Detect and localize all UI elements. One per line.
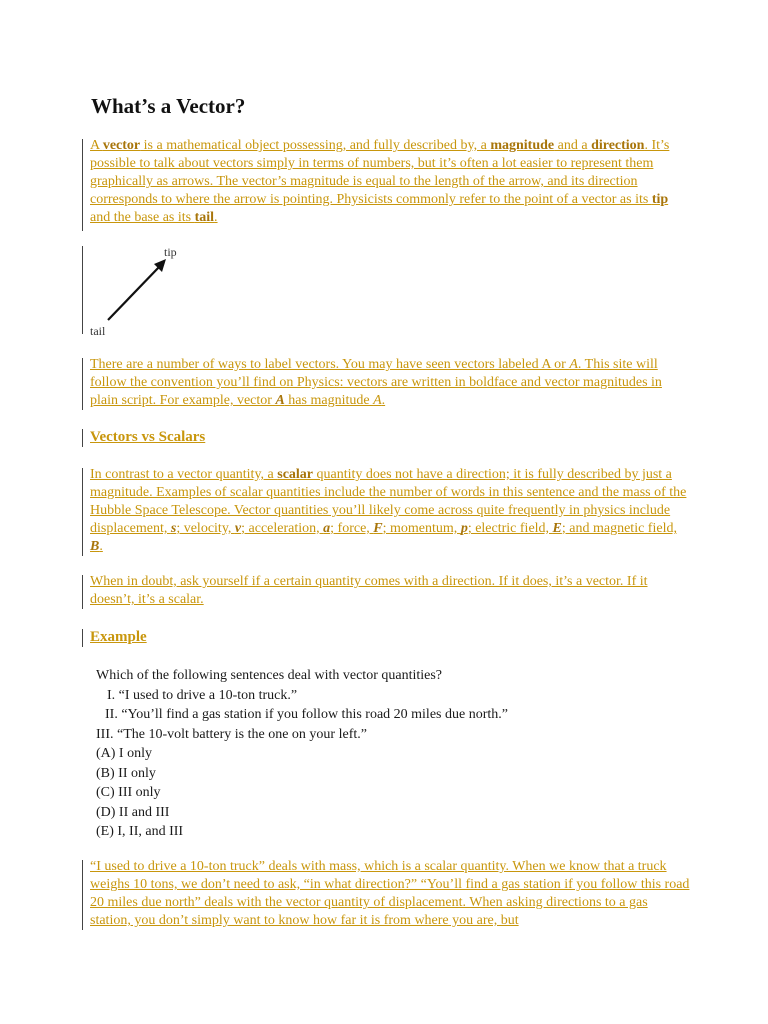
- answer-choice: (E) I, II, and III: [96, 824, 184, 839]
- change-bar: [82, 429, 83, 447]
- change-bar: [82, 575, 83, 609]
- answer-choice: (D) II and III: [96, 804, 170, 820]
- scalars-paragraph: In contrast to a vector quantity, a scalar quantity does not have a direction; it is fully described by just a magnitude. Examples of scalar quantities include the number of words in this sentence and the mass of the Hubble Space Telescope. Vector quantities you’ll likely come across quite frequently in physics include displacement, s; velocity, v; acceleration, a; force, F; momentum, p; electric field, E; and magnetic field, B.: [90, 466, 690, 556]
- doubt-paragraph: When in doubt, ask yourself if a certain quantity comes with a direction. If it does, it’s a vector. If it doesn’t, it’s a scalar.: [90, 573, 690, 609]
- example-question: [96, 666, 696, 842]
- statement-item: I. “I used to drive a 10-ton truck.”: [100, 687, 298, 703]
- statement-item: II. “You’ll find a gas station if you follow this road 20 miles due north.”: [98, 707, 508, 722]
- labels-paragraph: There are a number of ways to label vectors. You may have seen vectors labeled A or A. This site will follow the convention you’ll find on Physics: vectors are written in boldface and vector magnitudes in plain script. For example, vector A has magnitude A.: [90, 356, 690, 410]
- change-bar: [82, 629, 83, 647]
- tail-label: tail: [90, 324, 106, 338]
- change-bar: [82, 139, 83, 231]
- statement-item: III. “The 10-volt battery is the one on your left.”: [96, 726, 367, 742]
- change-bar: [82, 358, 83, 410]
- answer-choice: (B) II only: [96, 765, 156, 781]
- change-bar: [82, 860, 83, 930]
- section-heading-vectors-vs-scalars: Vectors vs Scalars: [90, 429, 205, 446]
- vector-shaft: [108, 266, 160, 320]
- question-stem: Which of the following sentences deal with vector quantities?: [96, 668, 443, 683]
- vector-figure: [82, 244, 202, 344]
- answer-choice: (A) I only: [96, 746, 152, 761]
- answer-choice: (C) III only: [96, 785, 161, 800]
- change-bar: [82, 468, 83, 556]
- section-heading-example: Example: [90, 629, 147, 646]
- answer-paragraph: “I used to drive a 10-ton truck” deals with mass, which is a scalar quantity. When we know that a truck weighs 10 tons, we don’t need to ask, “in what direction?” “You’ll find a gas station if you follow this road 20 miles due north” deals with the vector quantity of displacement. When asking directions to a gas station, you don’t simply want to know how far it is from where you are, but: [90, 858, 690, 930]
- page-title: What’s a Vector?: [91, 94, 246, 118]
- intro-paragraph: A vector is a mathematical object possessing, and fully described by, a magnitude and a direction. It’s possible to talk about vectors simply in terms of numbers, but it’s often a lot easier to represent them graphically as arrows. The vector’s magnitude is equal to the length of the arrow, and its direction corresponds to where the arrow is pointing. Physicists commonly refer to the point of a vector as its tip and the base as its tail.: [90, 137, 690, 227]
- tip-label: tip: [164, 245, 177, 259]
